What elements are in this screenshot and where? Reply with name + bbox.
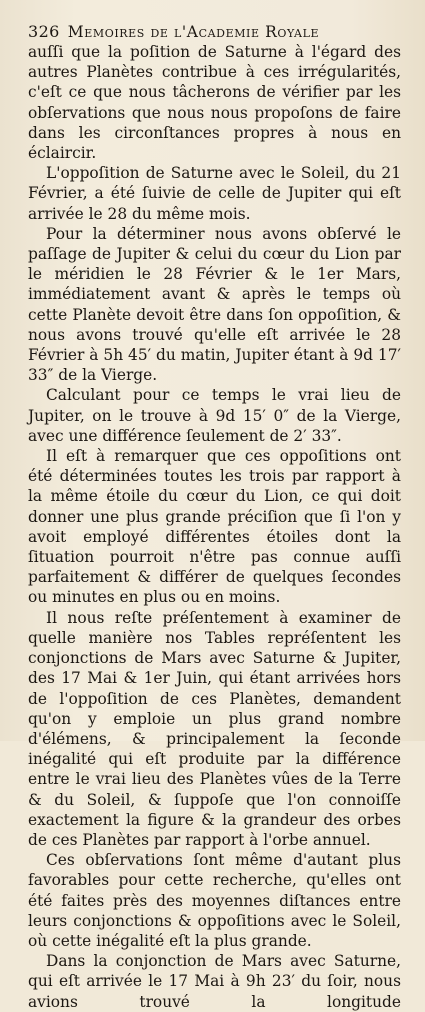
paragraph: Ces obſervations ſont même d'autant plus favorables pour cette recherche, qu'elles ont été faites près des moyennes diſtances entre leurs conjonctions & oppoſitions avec le Soleil, où cette inégalité eſt la plus grande. <box>28 851 401 950</box>
paragraph: Calculant pour ce temps le vrai lieu de Jupiter, on le trouve à 9d 15′ 0″ de la Vierge, avec une différence ſeulement de 2′ 33″. <box>28 386 401 445</box>
page-header <box>28 22 401 42</box>
body-text <box>28 42 401 1012</box>
paragraph: auſſi que la poſition de Saturne à l'égard des autres Planètes contribue à ces irrégularités, c'eſt ce que nous tâcherons de vérifier par les obſervations que nous nous propoſons de faire dans les circonſtances propres à nous en éclaircir. <box>28 43 401 163</box>
paragraph: Dans la conjonction de Mars avec Saturne, qui eſt arrivée le 17 Mai à 9h 23′ du ſoir, nous avions trouvé la longitude <box>28 952 401 1011</box>
paragraph: Pour la déterminer nous avons obſervé le paſſage de Jupiter & celui du cœur du Lion par le méridien le 28 Février & le 1er Mars, immédiatement avant & après le temps où cette Planète devoit être dans ſon oppoſition, & nous avons trouvé qu'elle eſt arrivée le 28 Février à 5h 45′ du matin, Jupiter étant à 9d 17′ 33″ de la Vierge. <box>28 224 401 385</box>
paragraph: Il nous reſte préſentement à examiner de quelle manière nos Tables repréſentent les conjonctions de Mars avec Saturne & Jupiter, des 17 Mai & 1er Juin, qui étant arrivées hors de l'oppoſition de ces Planètes, demandent qu'on y emploie un plus grand nombre d'élémens, & principalement la ſeconde inégalité qui eſt produite par la différence entre le vrai lieu des Planètes vûes de la Terre & du Soleil, & ſuppoſe que l'on connoiſſe exactement la figure & la grandeur des orbes de ces Planètes par rapport à l'orbe annuel. <box>28 608 401 849</box>
paragraph: Il eſt à remarquer que ces oppoſitions ont été déterminées toutes les trois par rapport à la même étoile du cœur du Lion, ce qui doit donner une plus grande préciſion que ſi l'on y avoit employé différentes étoiles dont la ſituation pourroit n'être pas connue auſſi parfaitement & différer de quelques ſecondes ou minutes en plus ou en moins. <box>28 447 401 607</box>
paragraph: L'oppoſition de Saturne avec le Soleil, du 21 Février, a été ſuivie de celle de Jupiter qui eſt arrivée le 28 du même mois. <box>28 164 401 223</box>
running-title: Memoires de l'Academie Royale <box>67 23 320 41</box>
page-number: 326 <box>28 22 60 41</box>
